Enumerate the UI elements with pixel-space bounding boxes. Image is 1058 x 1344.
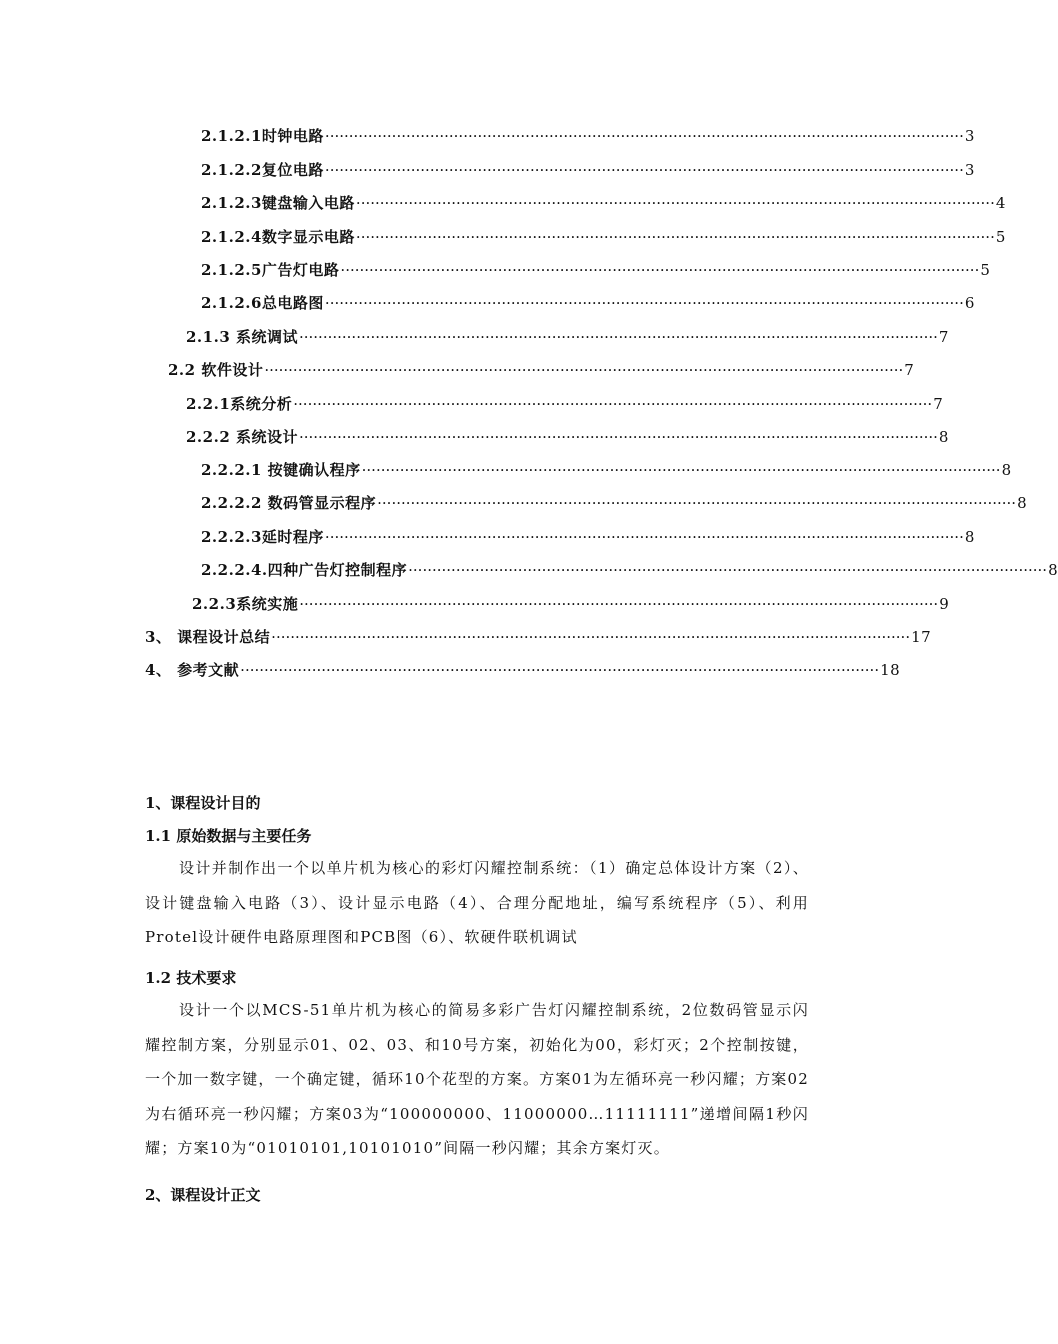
toc-leader: ······································································································································ bbox=[355, 228, 995, 246]
toc-entry-label: 2.1.2.3键盘输入电路 bbox=[201, 194, 355, 212]
toc-leader: ······································································································································ bbox=[377, 494, 1017, 512]
toc-entry[interactable] bbox=[201, 527, 975, 547]
toc-entry-label: 2.2.2.2 数码管显示程序 bbox=[201, 494, 377, 512]
toc-entry[interactable] bbox=[186, 327, 949, 347]
toc-leader: ······································································································································ bbox=[240, 661, 880, 679]
toc-entry-page: 17 bbox=[911, 628, 932, 646]
section-heading: 1、课程设计目的 bbox=[145, 794, 261, 812]
toc-entry[interactable] bbox=[201, 293, 975, 313]
toc-entry-page: 8 bbox=[1048, 561, 1058, 579]
toc-leader: ······································································································································ bbox=[361, 461, 1001, 479]
toc-leader: ······································································································································ bbox=[324, 161, 964, 179]
toc-entry-label: 2.2.1系统分析 bbox=[186, 395, 293, 413]
toc-leader: ······································································································································ bbox=[264, 361, 904, 379]
toc-entry-label: 2.1.3 系统调试 bbox=[186, 328, 298, 346]
toc-entry-label: 4、 参考文献 bbox=[145, 661, 240, 679]
toc-entry[interactable] bbox=[201, 493, 1028, 513]
toc-entry-label: 2.2.2.4.四种广告灯控制程序 bbox=[201, 561, 408, 579]
toc-entry-label: 2.2.2 系统设计 bbox=[186, 428, 298, 446]
toc-entry-label: 2.1.2.6总电路图 bbox=[201, 294, 324, 312]
toc-entry-label: 2.2.2.3延时程序 bbox=[201, 528, 324, 546]
toc-entry-page: 6 bbox=[964, 294, 975, 312]
toc-entry[interactable] bbox=[145, 660, 901, 680]
toc-entry-label: 3、 课程设计总结 bbox=[145, 628, 271, 646]
toc-entry-label: 2.1.2.4数字显示电路 bbox=[201, 228, 355, 246]
toc-entry[interactable] bbox=[201, 160, 975, 180]
toc-entry-page: 5 bbox=[980, 261, 991, 279]
toc-entry[interactable] bbox=[201, 560, 1058, 580]
toc-leader: ······································································································································ bbox=[324, 528, 964, 546]
toc-leader: ······································································································································ bbox=[299, 595, 939, 613]
toc-entry[interactable] bbox=[186, 394, 944, 414]
toc-entry[interactable] bbox=[201, 193, 1006, 213]
section-heading: 1.2 技术要求 bbox=[145, 969, 237, 987]
toc-entry-page: 5 bbox=[995, 228, 1006, 246]
toc-entry-page: 8 bbox=[1017, 494, 1028, 512]
toc-leader: ······································································································································ bbox=[324, 127, 964, 145]
toc-entry-label: 2.2.2.1 按键确认程序 bbox=[201, 461, 361, 479]
toc-entry-page: 7 bbox=[938, 328, 949, 346]
toc-entry[interactable] bbox=[201, 260, 991, 280]
section-heading: 1.1 原始数据与主要任务 bbox=[145, 827, 312, 845]
toc-entry-page: 8 bbox=[938, 428, 949, 446]
toc-entry-label: 2.2 软件设计 bbox=[168, 361, 264, 379]
toc-entry-page: 8 bbox=[1001, 461, 1012, 479]
toc-leader: ······································································································································ bbox=[298, 328, 938, 346]
toc-entry[interactable] bbox=[186, 427, 949, 447]
toc-entry-page: 8 bbox=[964, 528, 975, 546]
toc-entry[interactable] bbox=[201, 126, 975, 146]
toc-entry[interactable] bbox=[201, 227, 1006, 247]
toc-leader: ······································································································································ bbox=[293, 395, 933, 413]
toc-entry-page: 4 bbox=[995, 194, 1006, 212]
toc-entry[interactable] bbox=[168, 360, 915, 380]
section-heading: 2、课程设计正文 bbox=[145, 1186, 261, 1204]
toc-entry-label: 2.1.2.2复位电路 bbox=[201, 161, 324, 179]
toc-leader: ······································································································································ bbox=[298, 428, 938, 446]
toc-entry-page: 9 bbox=[939, 595, 950, 613]
toc-entry-page: 18 bbox=[880, 661, 901, 679]
toc-leader: ······································································································································ bbox=[340, 261, 980, 279]
toc-entry-page: 7 bbox=[904, 361, 915, 379]
toc-entry[interactable] bbox=[201, 460, 1012, 480]
toc-leader: ······································································································································ bbox=[324, 294, 964, 312]
toc-leader: ······································································································································ bbox=[271, 628, 911, 646]
paragraph: 设计并制作出一个以单片机为核心的彩灯闪耀控制系统：（1）确定总体设计方案（2）、设计键盘输入电路（3）、设计显示电路（4）、合理分配地址，编写系统程序（5）、利用Protel设计硬件电路原理图和PCB图（6）、软硬件联机调试 bbox=[145, 859, 809, 946]
toc-entry[interactable] bbox=[145, 627, 932, 647]
toc-entry-page: 3 bbox=[964, 127, 975, 145]
toc-entry-label: 2.2.3系统实施 bbox=[192, 595, 299, 613]
toc-entry-page: 3 bbox=[964, 161, 975, 179]
toc-leader: ······································································································································ bbox=[408, 561, 1048, 579]
toc-entry[interactable] bbox=[192, 594, 950, 614]
toc-entry-label: 2.1.2.5广告灯电路 bbox=[201, 261, 340, 279]
toc-entry-page: 7 bbox=[933, 395, 944, 413]
toc-leader: ······································································································································ bbox=[355, 194, 995, 212]
paragraph: 设计一个以MCS-51单片机为核心的简易多彩广告灯闪耀控制系统，2位数码管显示闪耀控制方案，分别显示01、02、03、和10号方案，初始化为00，彩灯灭；2个控制按键，一个加一数字键，一个确定键，循环10个花型的方案。方案01为左循环亮一秒闪耀；方案02为右循环亮一秒闪耀；方案03为“100000000、11000000…11111111”递增间隔1秒闪耀；方案10为“01010101,10101010”间隔一秒闪耀；其余方案灯灭。 bbox=[145, 1001, 809, 1157]
toc-entry-label: 2.1.2.1时钟电路 bbox=[201, 127, 324, 145]
